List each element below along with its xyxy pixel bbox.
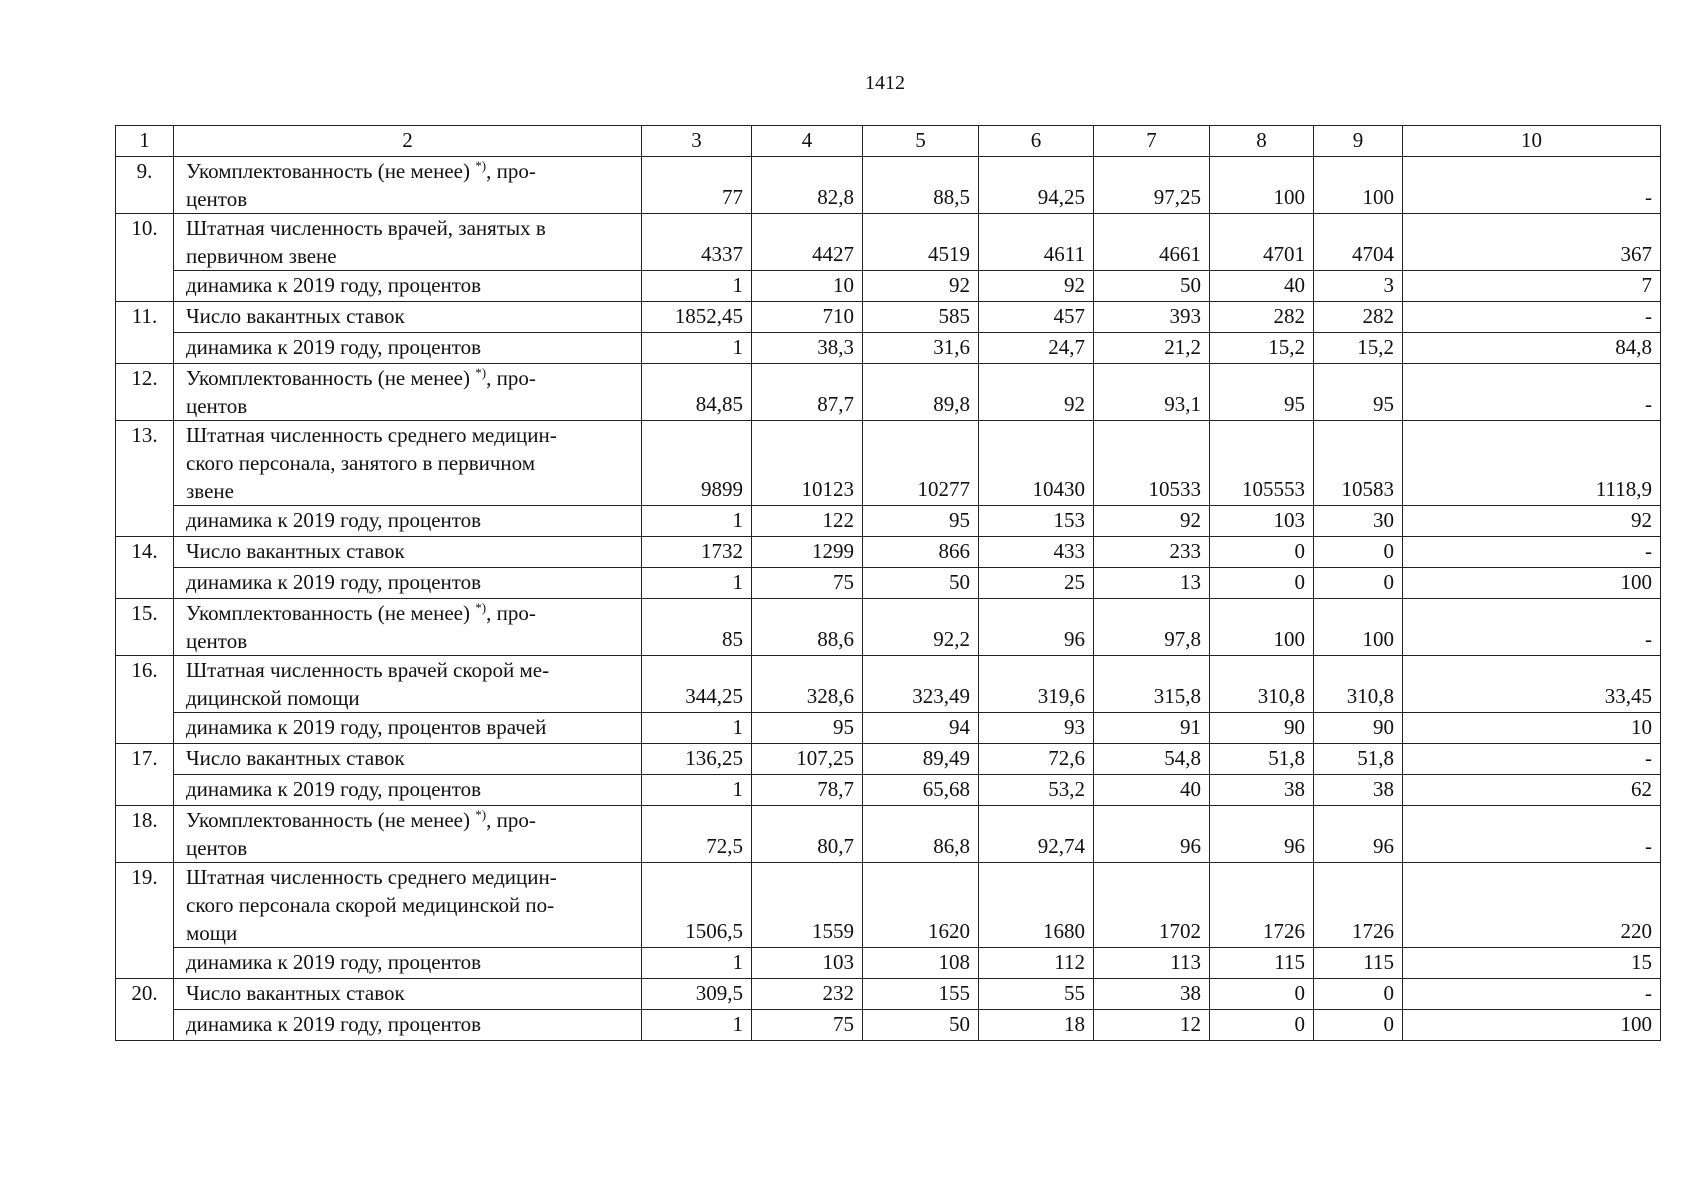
- value-cell-col-4: 328,6: [752, 656, 863, 713]
- value-cell-col-6: 92,74: [979, 806, 1094, 863]
- value-cell-col-6: 319,6: [979, 656, 1094, 713]
- value-cell-col-7: 96: [1094, 806, 1210, 863]
- value-cell-col-7: 93,1: [1094, 364, 1210, 421]
- value-cell-col-6: 53,2: [979, 775, 1094, 806]
- value-cell-col-8: 0: [1210, 1010, 1314, 1041]
- value-cell-col-4: 78,7: [752, 775, 863, 806]
- column-header-9: 9: [1314, 126, 1403, 157]
- value-cell-col-4: 103: [752, 948, 863, 979]
- indicator-label-line: Штатная численность среднего медицин-: [186, 865, 557, 889]
- value-cell-col-7: 233: [1094, 537, 1210, 568]
- value-cell-col-8: 40: [1210, 271, 1314, 302]
- indicator-label-line: центов: [186, 836, 248, 860]
- row-number: 17.: [116, 744, 174, 806]
- footnote-marker: *): [475, 365, 487, 380]
- value-cell-col-4: 10123: [752, 421, 863, 506]
- value-cell-col-7: 113: [1094, 948, 1210, 979]
- indicator-label-line: центов: [186, 187, 248, 211]
- value-cell-col-10: 7: [1403, 271, 1661, 302]
- indicator-label-line: звене: [186, 479, 234, 503]
- value-cell-col-5: 10277: [863, 421, 979, 506]
- indicator-label: [174, 806, 642, 863]
- value-cell-col-10: 10: [1403, 713, 1661, 744]
- value-cell-col-3: 1: [642, 271, 752, 302]
- value-cell-col-3: 1506,5: [642, 863, 752, 948]
- table-row: [116, 806, 1661, 863]
- value-cell-col-10: 100: [1403, 568, 1661, 599]
- value-cell-col-5: 65,68: [863, 775, 979, 806]
- value-cell-col-9: 3: [1314, 271, 1403, 302]
- value-cell-col-7: 38: [1094, 979, 1210, 1010]
- value-cell-col-10: -: [1403, 744, 1661, 775]
- value-cell-col-9: 0: [1314, 1010, 1403, 1041]
- value-cell-col-8: 4701: [1210, 214, 1314, 271]
- value-cell-col-4: 4427: [752, 214, 863, 271]
- indicator-label: [174, 506, 642, 537]
- value-cell-col-8: 310,8: [1210, 656, 1314, 713]
- indicator-label-line: Укомплектованность (не менее) *), про-: [186, 807, 536, 832]
- indicator-label: [174, 948, 642, 979]
- column-header-8: 8: [1210, 126, 1314, 157]
- table-row: [116, 744, 1661, 775]
- value-cell-col-6: 153: [979, 506, 1094, 537]
- indicator-label-line: первичном звене: [186, 244, 337, 268]
- indicator-label-line: ского персонала, занятого в первичном: [186, 451, 536, 475]
- value-cell-col-7: 21,2: [1094, 333, 1210, 364]
- indicator-label-line: динамика к 2019 году, процентов: [186, 570, 482, 594]
- indicator-label: [174, 271, 642, 302]
- indicator-label: [174, 333, 642, 364]
- indicator-label-line: динамика к 2019 году, процентов: [186, 508, 482, 532]
- value-cell-col-7: 97,8: [1094, 599, 1210, 656]
- value-cell-col-8: 95: [1210, 364, 1314, 421]
- indicator-label: [174, 775, 642, 806]
- value-cell-col-5: 50: [863, 1010, 979, 1041]
- column-header-1: 1: [116, 126, 174, 157]
- value-cell-col-4: 88,6: [752, 599, 863, 656]
- value-cell-col-3: 9899: [642, 421, 752, 506]
- value-cell-col-9: 10583: [1314, 421, 1403, 506]
- row-number: 18.: [116, 806, 174, 863]
- value-cell-col-9: 38: [1314, 775, 1403, 806]
- indicator-label: [174, 744, 642, 775]
- value-cell-col-6: 94,25: [979, 157, 1094, 214]
- page-number: 1412: [865, 72, 905, 94]
- value-cell-col-4: 87,7: [752, 364, 863, 421]
- table-row: [116, 1010, 1661, 1041]
- indicator-label-line: Штатная численность врачей скорой ме-: [186, 658, 550, 682]
- table-row: [116, 302, 1661, 333]
- value-cell-col-10: -: [1403, 302, 1661, 333]
- value-cell-col-10: -: [1403, 599, 1661, 656]
- value-cell-col-4: 232: [752, 979, 863, 1010]
- value-cell-col-8: 90: [1210, 713, 1314, 744]
- value-cell-col-6: 93: [979, 713, 1094, 744]
- value-cell-col-7: 97,25: [1094, 157, 1210, 214]
- value-cell-col-8: 51,8: [1210, 744, 1314, 775]
- value-cell-col-5: 95: [863, 506, 979, 537]
- value-cell-col-10: 62: [1403, 775, 1661, 806]
- header-row: [116, 126, 1661, 157]
- value-cell-col-6: 24,7: [979, 333, 1094, 364]
- value-cell-col-3: 136,25: [642, 744, 752, 775]
- value-cell-col-10: 100: [1403, 1010, 1661, 1041]
- value-cell-col-4: 1299: [752, 537, 863, 568]
- value-cell-col-9: 90: [1314, 713, 1403, 744]
- value-cell-col-5: 585: [863, 302, 979, 333]
- indicator-label: [174, 656, 642, 713]
- value-cell-col-5: 155: [863, 979, 979, 1010]
- value-cell-col-6: 25: [979, 568, 1094, 599]
- value-cell-col-10: -: [1403, 979, 1661, 1010]
- value-cell-col-5: 89,49: [863, 744, 979, 775]
- value-cell-col-8: 115: [1210, 948, 1314, 979]
- value-cell-col-6: 4611: [979, 214, 1094, 271]
- value-cell-col-5: 50: [863, 568, 979, 599]
- value-cell-col-5: 94: [863, 713, 979, 744]
- value-cell-col-3: 309,5: [642, 979, 752, 1010]
- value-cell-col-4: 710: [752, 302, 863, 333]
- value-cell-col-9: 51,8: [1314, 744, 1403, 775]
- value-cell-col-6: 72,6: [979, 744, 1094, 775]
- indicator-label: [174, 713, 642, 744]
- value-cell-col-6: 96: [979, 599, 1094, 656]
- value-cell-col-8: 0: [1210, 568, 1314, 599]
- value-cell-col-7: 315,8: [1094, 656, 1210, 713]
- row-number: 20.: [116, 979, 174, 1041]
- value-cell-col-5: 1620: [863, 863, 979, 948]
- indicator-label-line: динамика к 2019 году, процентов: [186, 273, 482, 297]
- indicator-label: [174, 421, 642, 506]
- value-cell-col-3: 1: [642, 713, 752, 744]
- value-cell-col-5: 89,8: [863, 364, 979, 421]
- value-cell-col-9: 0: [1314, 568, 1403, 599]
- value-cell-col-10: 1118,9: [1403, 421, 1661, 506]
- value-cell-col-4: 82,8: [752, 157, 863, 214]
- footnote-marker: *): [475, 600, 487, 615]
- value-cell-col-10: -: [1403, 157, 1661, 214]
- value-cell-col-3: 1852,45: [642, 302, 752, 333]
- column-header-10: 10: [1403, 126, 1661, 157]
- indicator-label-line: динамика к 2019 году, процентов: [186, 777, 482, 801]
- value-cell-col-8: 0: [1210, 537, 1314, 568]
- value-cell-col-3: 4337: [642, 214, 752, 271]
- value-cell-col-7: 40: [1094, 775, 1210, 806]
- indicator-label-line: Число вакантных ставок: [186, 981, 405, 1005]
- value-cell-col-3: 1: [642, 1010, 752, 1041]
- row-number: 9.: [116, 157, 174, 214]
- value-cell-col-6: 10430: [979, 421, 1094, 506]
- table-row: [116, 333, 1661, 364]
- value-cell-col-3: 1: [642, 775, 752, 806]
- value-cell-col-7: 393: [1094, 302, 1210, 333]
- table-row: [116, 364, 1661, 421]
- value-cell-col-3: 1: [642, 506, 752, 537]
- indicator-label: [174, 979, 642, 1010]
- value-cell-col-3: 84,85: [642, 364, 752, 421]
- column-header-6: 6: [979, 126, 1094, 157]
- indicator-label: [174, 302, 642, 333]
- column-header-2: 2: [174, 126, 642, 157]
- column-header-5: 5: [863, 126, 979, 157]
- table-row: [116, 271, 1661, 302]
- value-cell-col-6: 457: [979, 302, 1094, 333]
- value-cell-col-3: 1: [642, 568, 752, 599]
- value-cell-col-10: 33,45: [1403, 656, 1661, 713]
- value-cell-col-8: 1726: [1210, 863, 1314, 948]
- value-cell-col-6: 92: [979, 364, 1094, 421]
- indicator-label-line: Число вакантных ставок: [186, 304, 405, 328]
- value-cell-col-5: 88,5: [863, 157, 979, 214]
- value-cell-col-10: 92: [1403, 506, 1661, 537]
- indicator-label: [174, 364, 642, 421]
- value-cell-col-9: 4704: [1314, 214, 1403, 271]
- value-cell-col-4: 75: [752, 1010, 863, 1041]
- data-table: [115, 125, 1661, 1041]
- indicator-label: [174, 214, 642, 271]
- value-cell-col-10: -: [1403, 806, 1661, 863]
- value-cell-col-4: 38,3: [752, 333, 863, 364]
- indicator-label-line: центов: [186, 629, 248, 653]
- table-row: [116, 656, 1661, 713]
- table-row: [116, 713, 1661, 744]
- value-cell-col-7: 54,8: [1094, 744, 1210, 775]
- value-cell-col-3: 77: [642, 157, 752, 214]
- indicator-label: [174, 1010, 642, 1041]
- indicator-label-line: Число вакантных ставок: [186, 746, 405, 770]
- value-cell-col-9: 100: [1314, 599, 1403, 656]
- row-number: 13.: [116, 421, 174, 537]
- value-cell-col-7: 4661: [1094, 214, 1210, 271]
- indicator-label: [174, 537, 642, 568]
- indicator-label: [174, 568, 642, 599]
- value-cell-col-7: 13: [1094, 568, 1210, 599]
- value-cell-col-8: 0: [1210, 979, 1314, 1010]
- indicator-label-line: динамика к 2019 году, процентов: [186, 950, 482, 974]
- indicator-label-line: динамика к 2019 году, процентов врачей: [186, 715, 547, 739]
- value-cell-col-6: 92: [979, 271, 1094, 302]
- table-row: [116, 568, 1661, 599]
- row-number: 12.: [116, 364, 174, 421]
- value-cell-col-5: 4519: [863, 214, 979, 271]
- column-header-3: 3: [642, 126, 752, 157]
- value-cell-col-3: 72,5: [642, 806, 752, 863]
- value-cell-col-9: 310,8: [1314, 656, 1403, 713]
- indicator-label-line: мощи: [186, 921, 238, 945]
- row-number: 19.: [116, 863, 174, 979]
- table-row: [116, 979, 1661, 1010]
- value-cell-col-9: 1726: [1314, 863, 1403, 948]
- indicator-label-line: Штатная численность среднего медицин-: [186, 423, 557, 447]
- value-cell-col-9: 100: [1314, 157, 1403, 214]
- table-row: [116, 537, 1661, 568]
- value-cell-col-10: 84,8: [1403, 333, 1661, 364]
- footnote-marker: *): [475, 158, 487, 173]
- value-cell-col-3: 85: [642, 599, 752, 656]
- value-cell-col-5: 86,8: [863, 806, 979, 863]
- indicator-label-line: Укомплектованность (не менее) *), про-: [186, 600, 536, 625]
- value-cell-col-5: 866: [863, 537, 979, 568]
- value-cell-col-8: 96: [1210, 806, 1314, 863]
- value-cell-col-3: 344,25: [642, 656, 752, 713]
- value-cell-col-4: 1559: [752, 863, 863, 948]
- value-cell-col-6: 1680: [979, 863, 1094, 948]
- row-number: 11.: [116, 302, 174, 364]
- column-header-7: 7: [1094, 126, 1210, 157]
- indicator-label: [174, 863, 642, 948]
- indicator-label-line: ского персонала скорой медицинской по-: [186, 893, 555, 917]
- indicator-label: [174, 599, 642, 656]
- value-cell-col-6: 433: [979, 537, 1094, 568]
- column-header-4: 4: [752, 126, 863, 157]
- value-cell-col-4: 10: [752, 271, 863, 302]
- value-cell-col-7: 92: [1094, 506, 1210, 537]
- value-cell-col-9: 0: [1314, 537, 1403, 568]
- value-cell-col-5: 323,49: [863, 656, 979, 713]
- value-cell-col-3: 1732: [642, 537, 752, 568]
- table-row: [116, 214, 1661, 271]
- indicator-label-line: дицинской помощи: [186, 686, 360, 710]
- value-cell-col-6: 55: [979, 979, 1094, 1010]
- value-cell-col-10: -: [1403, 537, 1661, 568]
- value-cell-col-8: 100: [1210, 157, 1314, 214]
- value-cell-col-10: 15: [1403, 948, 1661, 979]
- value-cell-col-5: 108: [863, 948, 979, 979]
- table-row: [116, 421, 1661, 506]
- value-cell-col-6: 112: [979, 948, 1094, 979]
- value-cell-col-8: 282: [1210, 302, 1314, 333]
- value-cell-col-7: 12: [1094, 1010, 1210, 1041]
- table-row: [116, 506, 1661, 537]
- value-cell-col-9: 0: [1314, 979, 1403, 1010]
- indicator-label: [174, 157, 642, 214]
- indicator-label-line: Укомплектованность (не менее) *), про-: [186, 158, 536, 183]
- table-row: [116, 863, 1661, 948]
- value-cell-col-9: 30: [1314, 506, 1403, 537]
- value-cell-col-4: 122: [752, 506, 863, 537]
- footnote-marker: *): [475, 807, 487, 822]
- value-cell-col-8: 15,2: [1210, 333, 1314, 364]
- value-cell-col-4: 95: [752, 713, 863, 744]
- value-cell-col-6: 18: [979, 1010, 1094, 1041]
- value-cell-col-3: 1: [642, 333, 752, 364]
- value-cell-col-9: 115: [1314, 948, 1403, 979]
- indicator-label-line: Штатная численность врачей, занятых в: [186, 216, 546, 240]
- value-cell-col-7: 10533: [1094, 421, 1210, 506]
- row-number: 16.: [116, 656, 174, 744]
- value-cell-col-9: 282: [1314, 302, 1403, 333]
- value-cell-col-7: 91: [1094, 713, 1210, 744]
- indicator-label-line: Число вакантных ставок: [186, 539, 405, 563]
- indicator-label-line: Укомплектованность (не менее) *), про-: [186, 365, 536, 390]
- value-cell-col-8: 100: [1210, 599, 1314, 656]
- value-cell-col-4: 80,7: [752, 806, 863, 863]
- value-cell-col-10: 367: [1403, 214, 1661, 271]
- value-cell-col-10: -: [1403, 364, 1661, 421]
- value-cell-col-9: 95: [1314, 364, 1403, 421]
- row-number: 15.: [116, 599, 174, 656]
- value-cell-col-5: 31,6: [863, 333, 979, 364]
- row-number: 10.: [116, 214, 174, 302]
- indicator-label-line: центов: [186, 394, 248, 418]
- table-row: [116, 775, 1661, 806]
- value-cell-col-4: 107,25: [752, 744, 863, 775]
- value-cell-col-8: 105553: [1210, 421, 1314, 506]
- value-cell-col-9: 15,2: [1314, 333, 1403, 364]
- table-row: [116, 948, 1661, 979]
- indicator-label-line: динамика к 2019 году, процентов: [186, 1012, 482, 1036]
- table-body: [116, 126, 1661, 1041]
- value-cell-col-3: 1: [642, 948, 752, 979]
- value-cell-col-7: 50: [1094, 271, 1210, 302]
- value-cell-col-5: 92: [863, 271, 979, 302]
- value-cell-col-5: 92,2: [863, 599, 979, 656]
- value-cell-col-10: 220: [1403, 863, 1661, 948]
- indicator-label-line: динамика к 2019 году, процентов: [186, 335, 482, 359]
- value-cell-col-7: 1702: [1094, 863, 1210, 948]
- value-cell-col-8: 38: [1210, 775, 1314, 806]
- table-row: [116, 599, 1661, 656]
- row-number: 14.: [116, 537, 174, 599]
- table-row: [116, 157, 1661, 214]
- value-cell-col-4: 75: [752, 568, 863, 599]
- value-cell-col-9: 96: [1314, 806, 1403, 863]
- value-cell-col-8: 103: [1210, 506, 1314, 537]
